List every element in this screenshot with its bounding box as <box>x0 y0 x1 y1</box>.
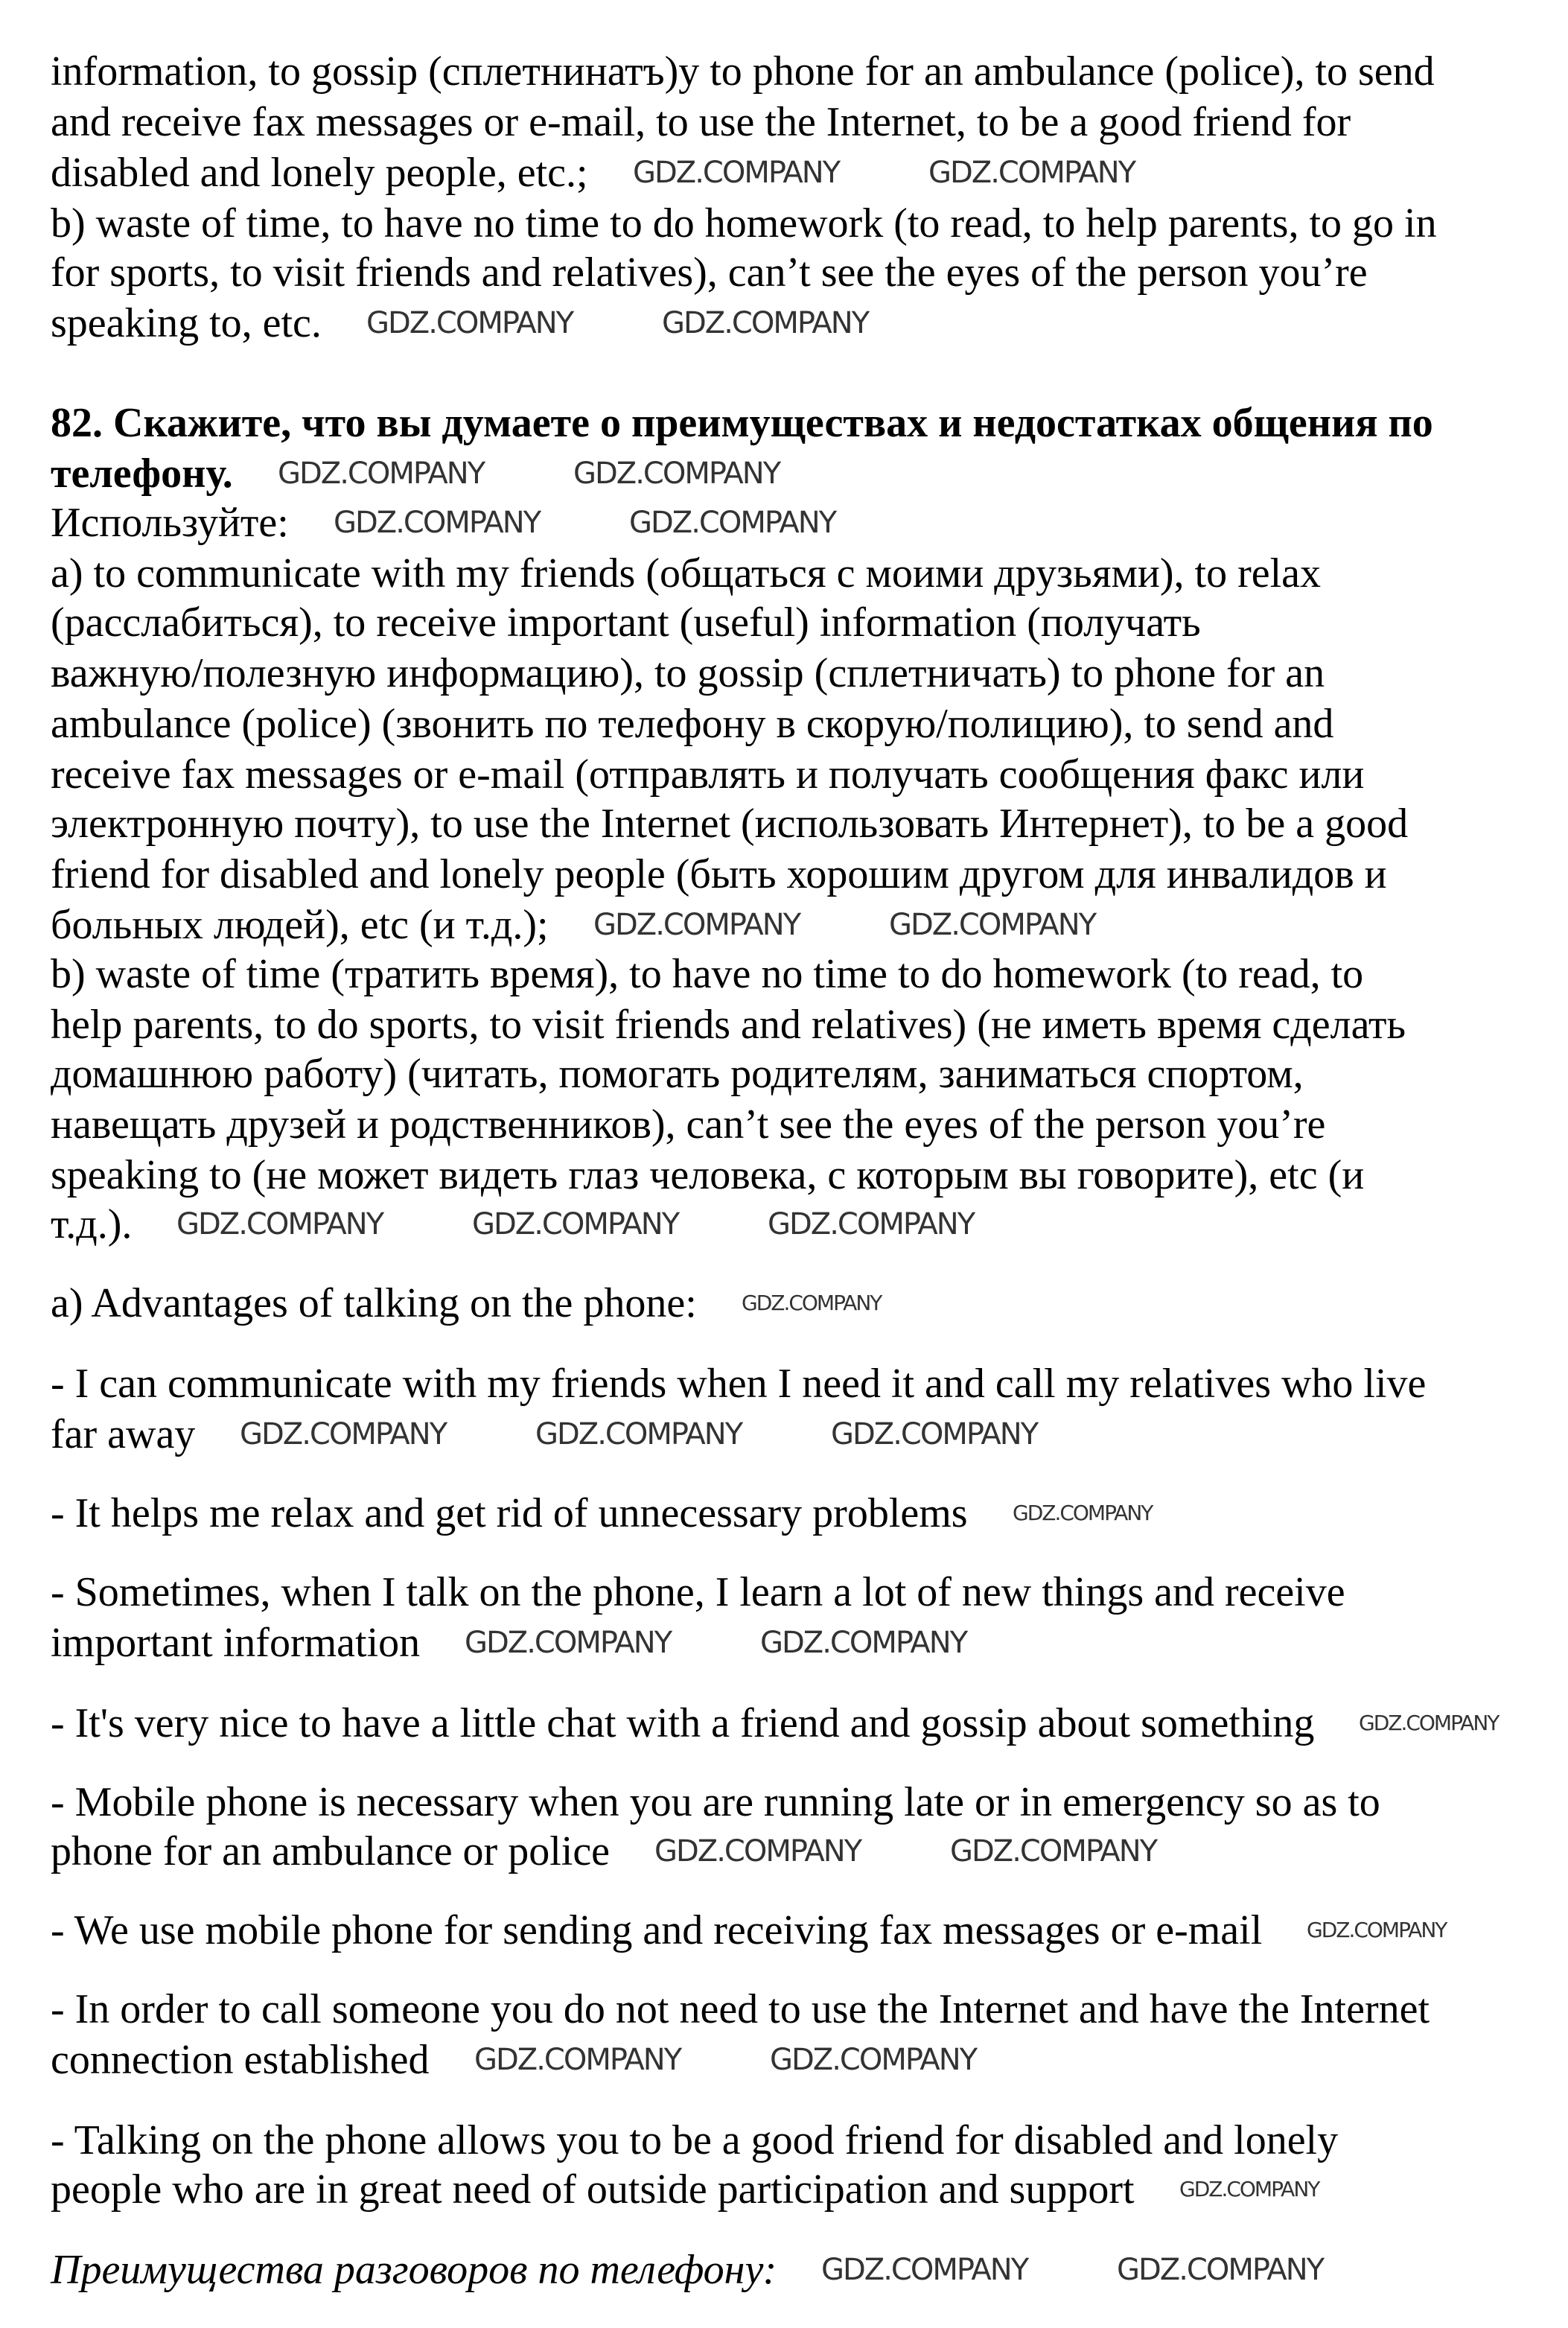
watermark: GDZ.COMPANY <box>535 1417 742 1451</box>
watermark: GDZ.COMPANY <box>889 908 1096 942</box>
watermark: GDZ.COMPANY <box>474 2043 681 2077</box>
text-line: speaking to (не может видеть глаз человека, с которым вы говорите), etc (и <box>51 1152 1365 1198</box>
watermark: GDZ.COMPANY <box>573 457 780 491</box>
text-line: people who are in great need of outside participation and support <box>51 2166 1135 2213</box>
text-line: - In order to call someone you do not need to use the Internet and have the Internet <box>51 1986 1430 2032</box>
text-line: ambulance (police) (звонить по телефону в скорую/полицию), to send and <box>51 701 1334 747</box>
text-line: speaking to, etc. <box>51 300 322 346</box>
text-line: т.д.). <box>51 1201 133 1247</box>
watermark: GDZ.COMPANY <box>770 2043 977 2077</box>
exercise-heading: телефону. <box>51 451 233 497</box>
text-line: - Sometimes, when I talk on the phone, I learn a lot of new things and receive <box>51 1569 1345 1615</box>
watermark: GDZ.COMPANY <box>1117 2253 1324 2287</box>
text-line: b) waste of time, to have no time to do homework (to read, to help parents, to go in <box>51 200 1437 247</box>
text-line: - Talking on the phone allows you to be a good friend for disabled and lonely <box>51 2117 1339 2163</box>
text-line: электронную почту), to use the Internet (использовать Интернет), to be a good <box>51 801 1409 847</box>
text-line: Используйте: <box>51 500 289 546</box>
text-line: навещать друзей и родственников), can’t see the eyes of the person you’re <box>51 1101 1326 1148</box>
text-line: for sports, to visit friends and relatives), can’t see the eyes of the person you’re <box>51 249 1368 296</box>
text-line: a) to communicate with my friends (общаться с моими друзьями), to relax <box>51 550 1322 597</box>
watermark: GDZ.COMPANY <box>1013 1501 1153 1525</box>
text-line: - It's very nice to have a little chat with a friend and gossip about something <box>51 1700 1315 1746</box>
watermark: GDZ.COMPANY <box>472 1207 679 1241</box>
text-line: a) Advantages of talking on the phone: <box>51 1280 697 1326</box>
text-line: important information <box>51 1620 421 1666</box>
text-line: больных людей), etc (и т.д.); <box>51 902 549 948</box>
watermark: GDZ.COMPANY <box>1359 1711 1499 1735</box>
watermark: GDZ.COMPANY <box>742 1291 882 1315</box>
text-line: far away <box>51 1411 196 1457</box>
watermark: GDZ.COMPANY <box>629 506 836 540</box>
watermark: GDZ.COMPANY <box>950 1834 1157 1869</box>
text-line: connection established <box>51 2037 430 2083</box>
watermark: GDZ.COMPANY <box>240 1417 447 1451</box>
watermark: GDZ.COMPANY <box>831 1417 1038 1451</box>
text-line: - Mobile phone is necessary when you are running late or in emergency so as to <box>51 1779 1380 1825</box>
exercise-heading: 82. Скажите, что вы думаете о преимуществах и недостатках общения по <box>51 400 1433 446</box>
watermark: GDZ.COMPANY <box>633 156 840 190</box>
watermark: GDZ.COMPANY <box>654 1834 861 1869</box>
text-line: - We use mobile phone for sending and receiving fax messages or e-mail <box>51 1907 1263 1953</box>
watermark: GDZ.COMPANY <box>760 1626 967 1660</box>
text-line: receive fax messages or e-mail (отправлять и получать сообщения факс или <box>51 751 1365 798</box>
text-line: (расслабиться), to receive important (useful) information (получать <box>51 600 1201 646</box>
text-line: friend for disabled and lonely people (быть хорошим другом для инвалидов и <box>51 851 1387 897</box>
watermark: GDZ.COMPANY <box>928 156 1135 190</box>
watermark: GDZ.COMPANY <box>768 1207 975 1241</box>
watermark: GDZ.COMPANY <box>593 908 800 942</box>
watermark: GDZ.COMPANY <box>176 1207 383 1241</box>
watermark: GDZ.COMPANY <box>1179 2177 1319 2201</box>
watermark: GDZ.COMPANY <box>465 1626 672 1660</box>
text-line: phone for an ambulance or police <box>51 1828 611 1874</box>
watermark: GDZ.COMPANY <box>821 2253 1028 2287</box>
text-line: - It helps me relax and get rid of unnecessary problems <box>51 1490 968 1536</box>
section-heading: Преимущества разговоров по телефону: <box>51 2247 777 2293</box>
watermark: GDZ.COMPANY <box>366 306 573 340</box>
watermark: GDZ.COMPANY <box>662 306 869 340</box>
text-line: важную/полезную информацию), to gossip (сплетничать) to phone for an <box>51 650 1325 696</box>
text-line: - I can communicate with my friends when I need it and call my relatives who live <box>51 1361 1427 1407</box>
text-line: help parents, to do sports, to visit friends and relatives) (не иметь время сделать <box>51 1002 1406 1048</box>
text-line: disabled and lonely people, etc.; <box>51 150 588 196</box>
text-line: b) waste of time (тратить время), to have no time to do homework (to read, to <box>51 951 1364 997</box>
text-line: information, to gossip (сплетнинатъ)у to phone for an ambulance (police), to send <box>51 48 1435 95</box>
watermark: GDZ.COMPANY <box>1307 1918 1447 1942</box>
watermark: GDZ.COMPANY <box>334 506 541 540</box>
text-line: домашнюю работу) (читать, помогать родителям, заниматься спортом, <box>51 1051 1304 1097</box>
watermark: GDZ.COMPANY <box>278 457 485 491</box>
text-line: and receive fax messages or e-mail, to use the Internet, to be a good friend for <box>51 99 1351 145</box>
